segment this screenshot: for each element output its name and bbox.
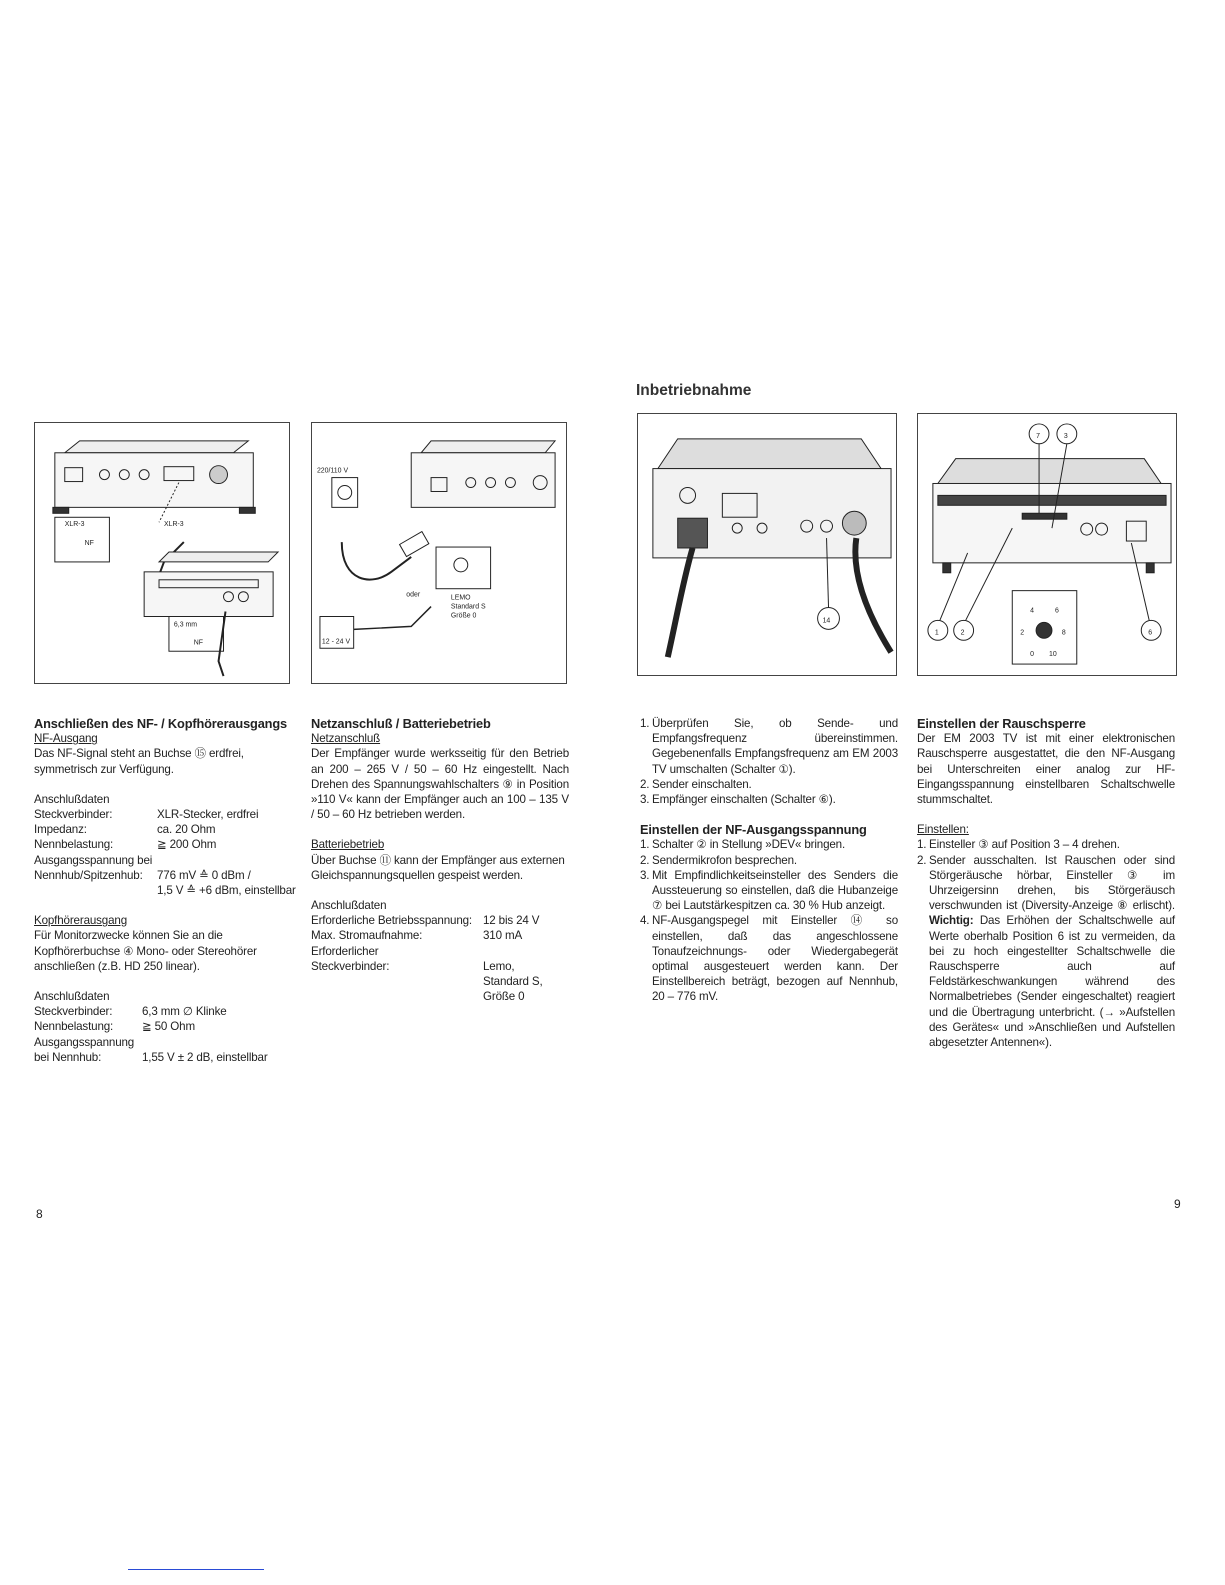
- data-title-1: Anschlußdaten: [34, 792, 110, 806]
- label-standard-s: Standard S: [450, 603, 486, 611]
- list-item: 1. Einsteller ③ auf Position 3 – 4 drehen.: [917, 838, 1120, 852]
- dial-2: 2: [1020, 629, 1025, 637]
- page-number-right: 9: [1174, 1197, 1181, 1211]
- label-1: 1: [934, 629, 939, 637]
- data-title: Anschlußdaten: [311, 899, 387, 913]
- label-12-24v: 12 - 24 V: [321, 638, 351, 646]
- list-item: 1. Schalter ② in Stellung »DEV« bringen.: [640, 838, 846, 852]
- label-nf-b: NF: [193, 639, 203, 647]
- column-power: [311, 716, 569, 1004]
- subheading-batterie: Batteriebetrieb: [311, 838, 385, 852]
- figure-rear-panel: [637, 413, 897, 676]
- data-row: 1,5 V ≙ +6 dBm, einstellbar: [157, 884, 296, 898]
- data-row-label: Erforderlicher: [311, 944, 379, 958]
- section-title: Inbetriebnahme: [636, 382, 752, 399]
- data-row: Steckverbinder: 6,3 mm ∅ Klinke: [34, 1005, 227, 1019]
- dial-10: 10: [1048, 651, 1057, 659]
- data-row: Nennhub/Spitzenhub: 776 mV ≙ 0 dBm /: [34, 868, 251, 882]
- receiver-rear-illustration: [35, 423, 289, 683]
- squelch-steps: [917, 837, 1175, 1050]
- label-groesse-0: Größe 0: [450, 612, 477, 620]
- label-63mm: 6,3 mm: [173, 621, 198, 629]
- data-row: Größe 0: [483, 990, 525, 1004]
- power-connection-illustration: [312, 423, 566, 683]
- heading-squelch: Einstellen der Rauschsperre: [917, 716, 1086, 731]
- data-row: bei Nennhub: 1,55 V ± 2 dB, einstellbar: [34, 1050, 268, 1064]
- subheading-kopfhoerer: Kopfhörerausgang: [34, 914, 127, 928]
- paragraph-batterie: Über Buchse ⑪ kann der Empfänger aus externen Gleichspannungsquellen gespeist werden.: [311, 853, 565, 882]
- label-oder: oder: [406, 591, 421, 599]
- column-inbetriebnahme: [640, 716, 898, 1005]
- data-row: Max. Stromaufnahme: 310 mA: [311, 929, 523, 943]
- dial-4: 4: [1030, 607, 1034, 615]
- data-row: Standard S,: [483, 975, 543, 989]
- startup-steps: [640, 716, 898, 807]
- paragraph-netzanschluss: Der Empfänger wurde werksseitig für den Betrieb an 200 – 265 V / 50 – 60 Hz eingestellt. Nach Drehen des Spannungswahlschalters ⑨ in Position »110 V« kann der Empfänger auch an 100 – 135 V / 50 – 60 Hz betrieben werden.: [311, 747, 569, 822]
- figure-front-panel: [917, 413, 1177, 676]
- list-item: 2. Sender einschalten.: [640, 777, 752, 791]
- data-row: Steckverbinder: XLR-Stecker, erdfrei: [34, 808, 259, 822]
- list-item: 2. Sendermikrofon besprechen.: [640, 853, 797, 867]
- figure-power-connection: [311, 422, 567, 684]
- data-row: Steckverbinder: Lemo,: [311, 959, 515, 973]
- dial-8: 8: [1061, 629, 1066, 637]
- front-panel-illustration: [918, 414, 1176, 675]
- dial-0: 0: [1030, 651, 1034, 659]
- list-item: 3. Mit Empfindlichkeitseinsteller des Senders die Aussteuerung so einstellen, daß die Hubanzeige ⑦ bei Lautstärkespitzen ca. 30 % Hub anzeigt.: [640, 868, 898, 913]
- list-item: 3. Empfänger einschalten (Schalter ⑥).: [640, 793, 836, 807]
- data-row-label: Ausgangsspannung bei: [34, 853, 153, 867]
- subheading-netzanschluss: Netzanschluß: [311, 732, 381, 746]
- data-row: Erforderliche Betriebsspannung: 12 bis 24 V: [311, 914, 540, 928]
- column-squelch: [917, 716, 1175, 1050]
- list-item: 4. NF-Ausgangspegel mit Einsteller ⑭ so einstellen, daß das angeschlossene Tonaufzeichnungs- oder Wiedergabegerät optimal ausgesteuert werden kann. Der Einstellbereich beträgt, bezogen auf Nennhub, 20 – 776 mV.: [640, 914, 898, 1004]
- label-6: 6: [1148, 629, 1153, 637]
- subheading-nf-ausgang: NF-Ausgang: [34, 732, 98, 746]
- data-row-label: Ausgangsspannung: [34, 1035, 135, 1049]
- heading-power: Netzanschluß / Batteriebetrieb: [311, 716, 491, 731]
- column-nf-output: [34, 716, 296, 1065]
- rear-panel-illustration: [638, 414, 896, 675]
- figure-nf-output: [34, 422, 290, 684]
- label-nf-a: NF: [84, 540, 94, 548]
- list-item: 1. Überprüfen Sie, ob Sende- und Empfangsfrequenz übereinstimmen. Gegebenenfalls Empfangsfrequenz am EM 2003 TV umschalten (Schalter ①).: [640, 717, 898, 776]
- list-item: 2. Sender ausschalten. Ist Rauschen oder sind Störgeräusche hörbar, Einsteller ③ im Uhrzeigersinn drehen, bis Störgeräusch verschwunden ist (Diversity-Anzeige ⑧ erlischt). Wichtig: Das Erhöhen der Schaltschwelle auf Werte oberhalb Position 6 ist zu vermeiden, da bei zu hoch eingestellter Schaltschwelle die Rauschsperre auch auf Feldstärkeschwankungen während des Normalbetriebes (Sender eingeschaltet) reagiert und die Übertragung unterbricht. (→ »Aufstellen des Gerätes« und »Anschließen und Aufstellen abgesetzter Antennen«).: [917, 853, 1175, 1050]
- label-xlr3-a: XLR-3: [64, 521, 85, 529]
- heading-nf-output: Anschließen des NF- / Kopfhörerausgangs: [34, 716, 287, 731]
- label-3: 3: [1063, 432, 1068, 440]
- label-7: 7: [1036, 432, 1040, 440]
- data-row: Impedanz: ca. 20 Ohm: [34, 823, 216, 837]
- nf-level-steps: [640, 837, 898, 1004]
- label-xlr3-b: XLR-3: [163, 521, 184, 529]
- page-number-left: 8: [36, 1207, 43, 1221]
- subheading-einstellen: Einstellen:: [917, 823, 969, 837]
- data-title-2: Anschlußdaten: [34, 990, 110, 1004]
- label-2: 2: [960, 629, 965, 637]
- paragraph-squelch: Der EM 2003 TV ist mit einer elektronischen Rauschsperre ausgestattet, die den NF-Ausgang bei Unterschreiten einer analog zur HF-Eingangsspannung einstellbaren Schaltschwelle stummschaltet.: [917, 732, 1175, 807]
- label-220-110v: 220/110 V: [316, 467, 349, 475]
- heading-nf-level: Einstellen der NF-Ausgangsspannung: [640, 822, 867, 838]
- paragraph-nf-signal: Das NF-Signal steht an Buchse ⑮ erdfrei, symmetrisch zur Verfügung.: [34, 747, 244, 776]
- label-lemo: LEMO: [450, 594, 471, 602]
- dial-6: 6: [1054, 607, 1059, 615]
- data-row: Nennbelastung: ≧ 50 Ohm: [34, 1020, 195, 1034]
- paragraph-kopfhoerer: Für Monitorzwecke können Sie an die Kopfhörerbuchse ④ Mono- oder Stereohörer anschließen (z.B. HD 250 linear).: [34, 929, 257, 973]
- bottom-link-line: [128, 1569, 264, 1571]
- label-14: 14: [822, 617, 831, 625]
- data-row: Nennbelastung: ≧ 200 Ohm: [34, 838, 217, 852]
